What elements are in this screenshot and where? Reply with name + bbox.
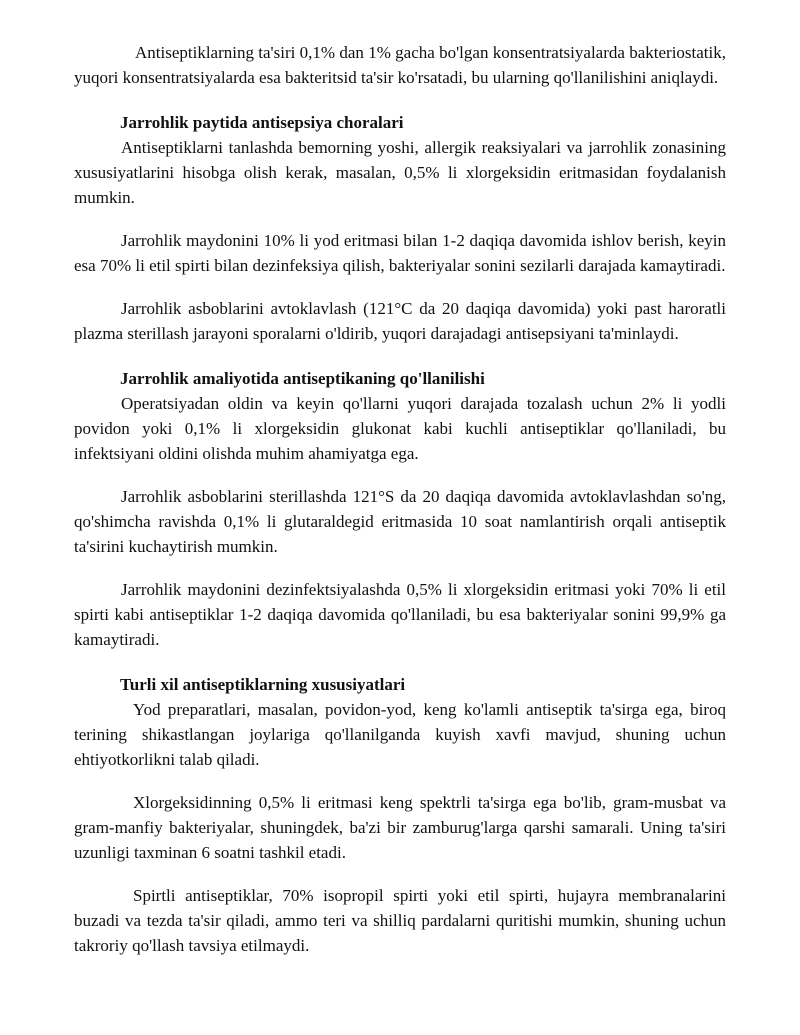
- paragraph-iodine-preparations: Yod preparatlari, masalan, povidon-yod, keng ko'lamli antiseptik ta'sirga ega, biroq terining shikastlangan joylariga qo'llanilganda kuyish xavfi mavjud, shuning uchun ehtiyotkorlikni talab qiladi.: [74, 700, 726, 769]
- paragraph-field-disinfection: Jarrohlik maydonini dezinfektsiyalashda 0,5% li xlorgeksidin eritmasi yoki 70% li etil spirti kabi antiseptiklar 1-2 daqiqa davomida qo'llaniladi, bu esa bakteriyalar sonini 99,9% ga kamaytiradi.: [74, 580, 726, 649]
- paragraph-instrument-sterilization: Jarrohlik asboblarini sterillashda 121°S da 20 daqiqa davomida avtoklavlashdan so'ng, qo'shimcha ravishda 0,1% li glutaraldegid eritmasida 10 soat namlantirish orqali antiseptik ta'sirini kuchaytirish mumkin.: [74, 487, 726, 556]
- section-heading-surgical-antisepsis-measures: Jarrohlik paytida antisepsiya choralari: [120, 113, 404, 132]
- section-heading-antiseptic-application: Jarrohlik amaliyotida antiseptikaning qo'llanilishi: [120, 369, 485, 388]
- paragraph-surgical-field-iodine: Jarrohlik maydonini 10% li yod eritmasi bilan 1-2 daqiqa davomida ishlov berish, keyin esa 70% li etil spirti bilan dezinfeksiya qilish, bakteriyalar sonini sezilarli darajada kamaytiradi.: [74, 231, 726, 275]
- paragraph-antiseptic-concentration: Antiseptiklarning ta'siri 0,1% dan 1% gacha bo'lgan konsentratsiyalarda bakteriostatik, yuqori konsentratsiyalarda esa bakteritsid ta'sir ko'rsatadi, bu ularning qo'llanilishini aniqlaydi.: [74, 43, 726, 87]
- paragraph-instrument-autoclaving: Jarrohlik asboblarini avtoklavlash (121°C da 20 daqiqa davomida) yoki past haroratli plazma sterillash jarayoni sporalarni o'ldirib, yuqori darajadagi antisepsiyani ta'minlaydi.: [74, 299, 726, 343]
- paragraph-hand-cleaning: Operatsiyadan oldin va keyin qo'llarni yuqori darajada tozalash uchun 2% li yodli povidon yoki 0,1% li xlorgeksidin glukonat kabi kuchli antiseptiklar qo'llaniladi, bu infektsiyani oldini olishda muhim ahamiyatga ega.: [74, 394, 726, 463]
- paragraph-alcohol-antiseptics: Spirtli antiseptiklar, 70% isopropil spirti yoki etil spirti, hujayra membranalarini buzadi va tezda ta'sir qiladi, ammo teri va shilliq pardalarni quritishi mumkin, shuning uchun takroriy qo'llash tavsiya etilmaydi.: [74, 886, 726, 955]
- paragraph-antiseptic-selection: Antiseptiklarni tanlashda bemorning yoshi, allergik reaksiyalari va jarrohlik zonasining xususiyatlarini hisobga olish kerak, masalan, 0,5% li xlorgeksidin eritmasidan foydalanish mumkin.: [74, 138, 726, 207]
- section-heading-antiseptic-properties: Turli xil antiseptiklarning xususiyatlari: [120, 675, 406, 694]
- document-page: [74, 40, 726, 958]
- paragraph-chlorhexidine: Xlorgeksidinning 0,5% li eritmasi keng spektrli ta'sirga ega bo'lib, gram-musbat va gram-manfiy bakteriyalar, shuningdek, ba'zi bir zamburug'larga qarshi samarali. Uning ta'siri uzunligi taxminan 6 soatni tashkil etadi.: [74, 793, 726, 862]
